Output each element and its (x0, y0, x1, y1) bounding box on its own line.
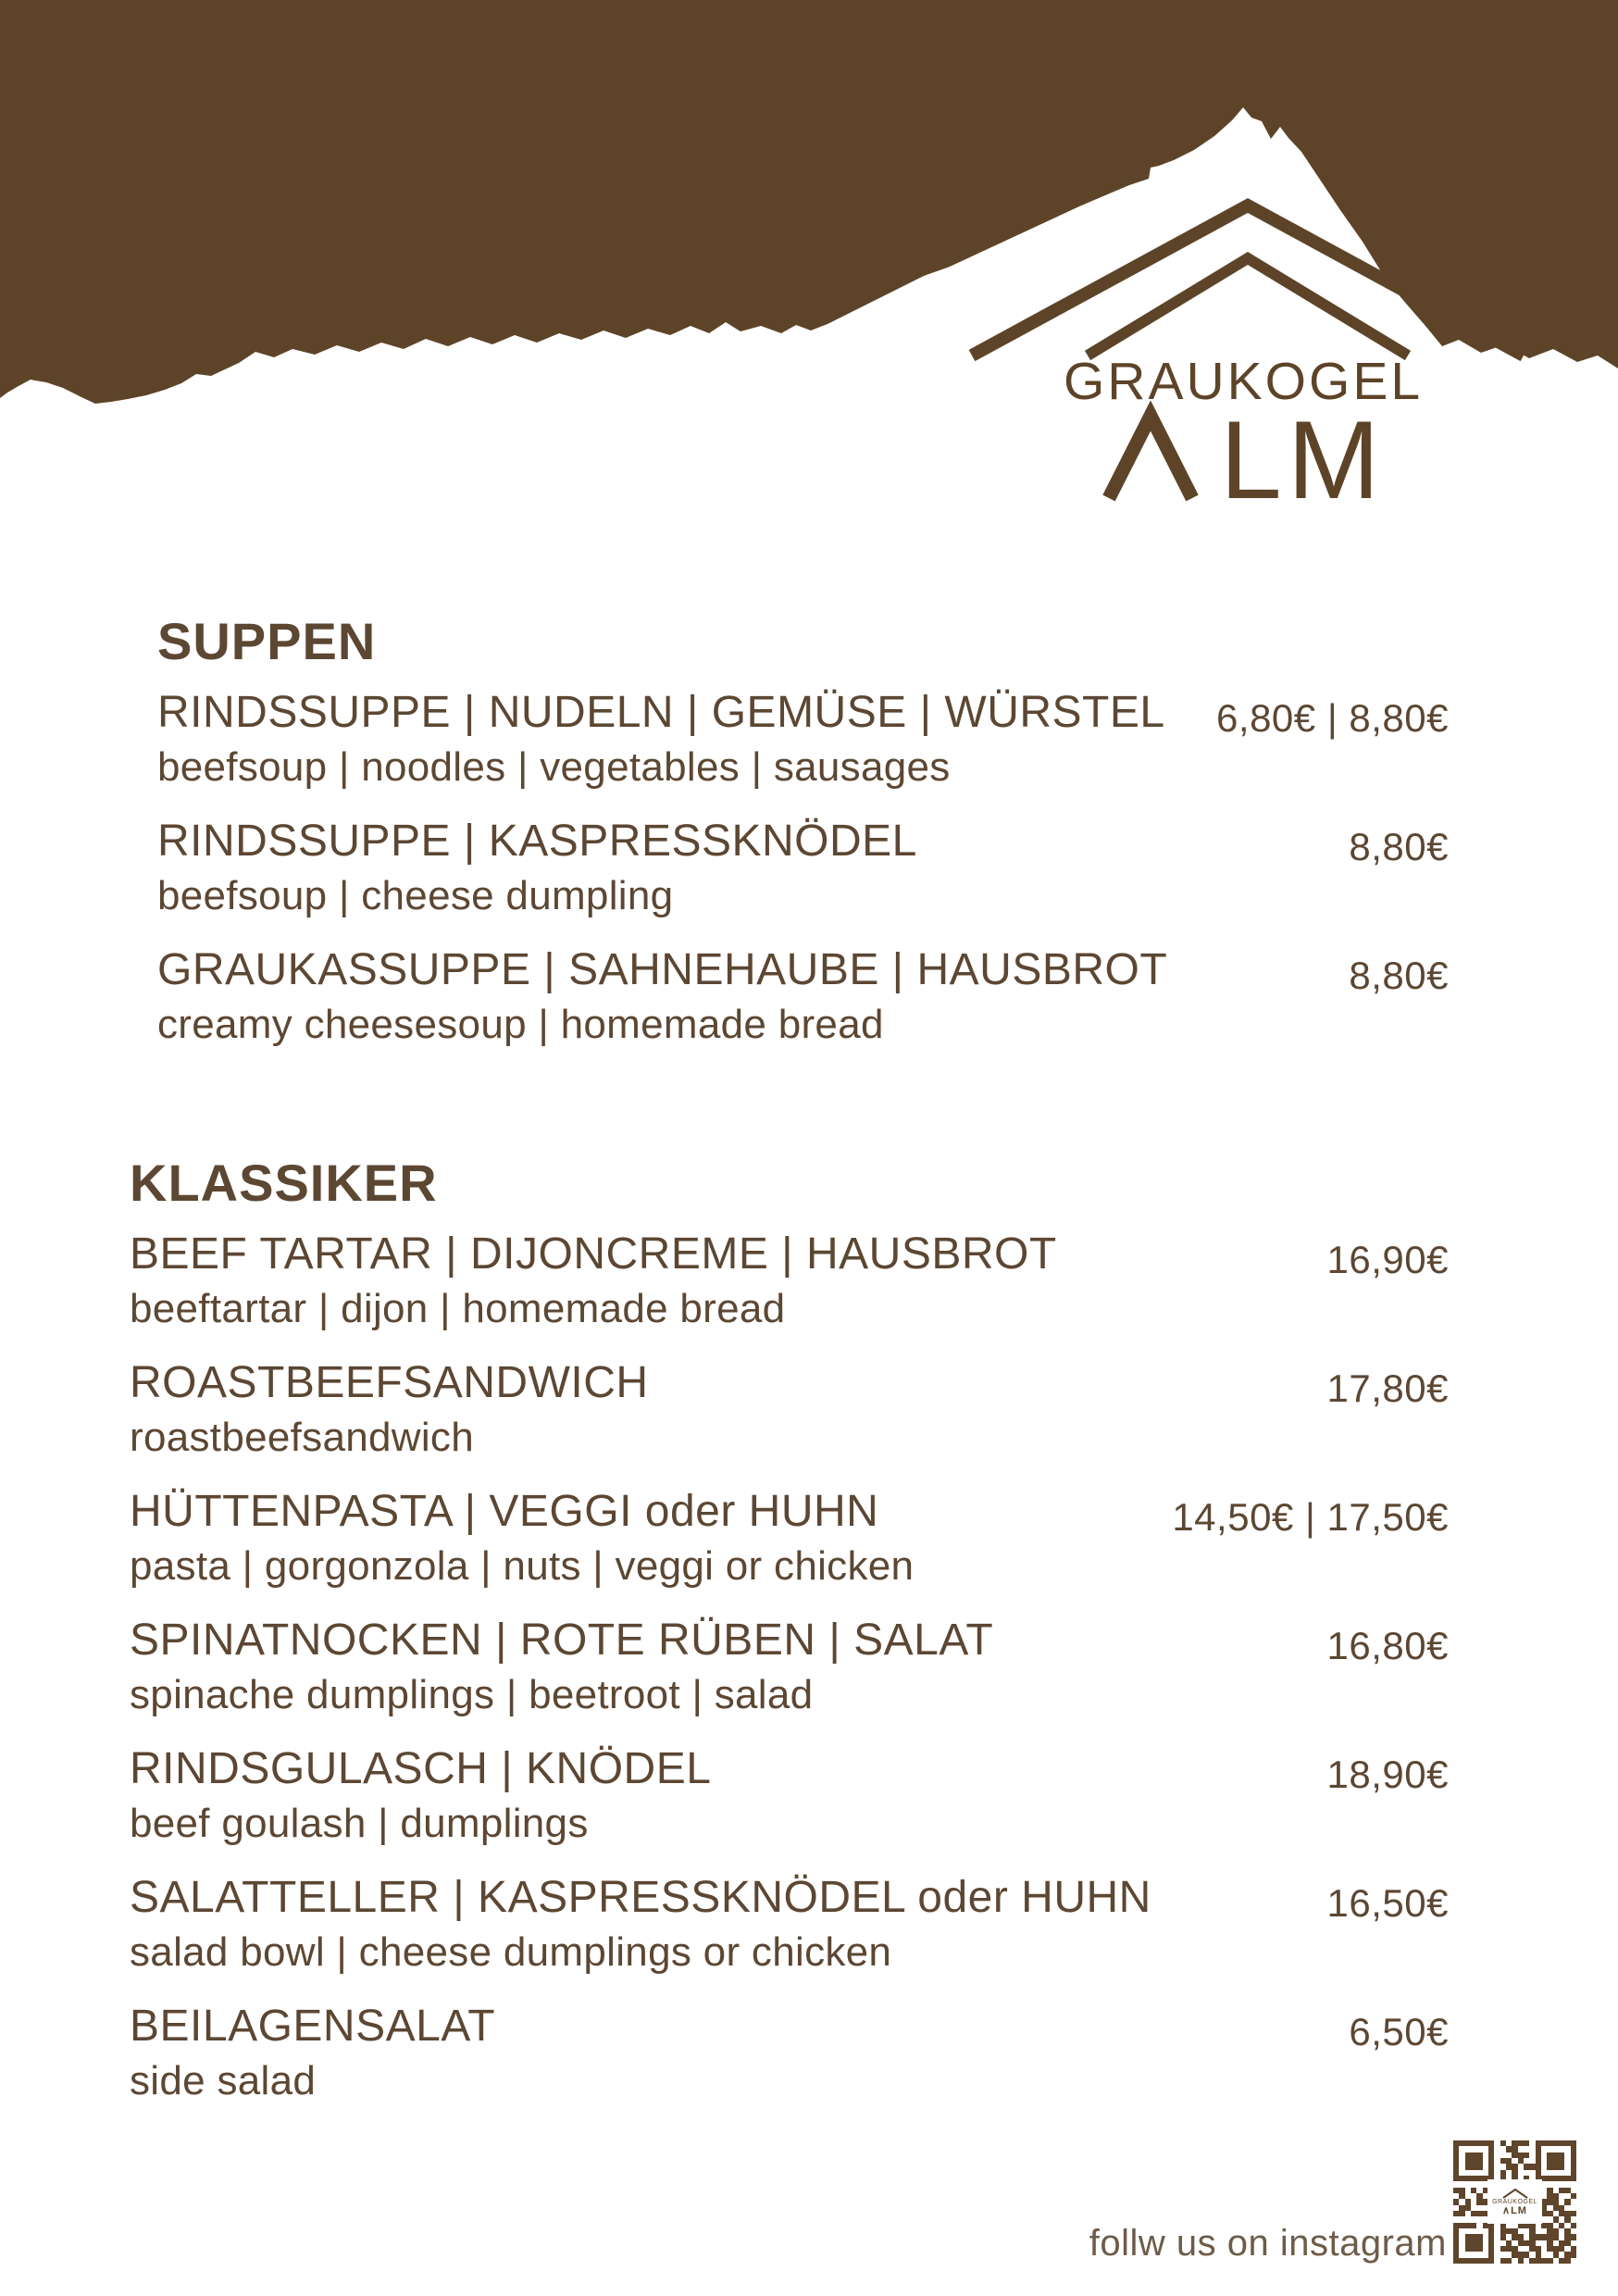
klassiker-items (130, 1227, 1449, 2108)
menu-item (130, 1484, 1449, 1593)
menu-item-description: beefsoup | cheese dumpling (157, 873, 674, 918)
menu-item-price: 14,50€ | 17,50€ (1172, 1495, 1449, 1539)
qr-center-logo (1487, 2179, 1542, 2224)
menu-item-price: 16,80€ (1326, 1624, 1449, 1667)
menu-item-price: 18,90€ (1326, 1753, 1449, 1796)
menu-item-description: beefsoup | noodles | vegetables | sausages (157, 744, 951, 790)
qr-mini-chevron-icon (1501, 2188, 1529, 2199)
menu-item (157, 814, 1449, 923)
suppen-items (157, 685, 1449, 1052)
menu-item-description: roastbeefsandwich (130, 1415, 474, 1460)
section-heading-suppen: SUPPEN (157, 612, 377, 670)
section-suppen (157, 609, 1449, 1071)
menu-item (157, 685, 1449, 794)
menu-item-title: HÜTTENPASTA | VEGGI oder HUHN (130, 1487, 879, 1536)
header-mountain-banner (0, 0, 1618, 518)
section-heading-klassiker: KLASSIKER (130, 1154, 438, 1212)
logo-wordmark-graukogel: GRAUKOGEL (1063, 352, 1424, 411)
qr-module (1571, 2258, 1576, 2264)
menu-item (130, 1227, 1449, 1336)
menu-item-description: beef goulash | dumplings (130, 1801, 589, 1846)
menu-item-title: BEILAGENSALAT (130, 2002, 496, 2051)
mountain-silhouette (0, 0, 1618, 404)
instagram-qr-code (1453, 2140, 1576, 2264)
qr-mini-wordmark: GRAUKOGEL (1492, 2198, 1537, 2205)
menu-item-description: spinache dumplings | beetroot | salad (130, 1672, 814, 1717)
menu-item (130, 1870, 1449, 1979)
menu-item-title: SPINATNOCKEN | ROTE RÜBEN | SALAT (130, 1616, 994, 1665)
logo-alm-caret-icon (1109, 416, 1192, 498)
menu-item-price: 16,50€ (1326, 1881, 1449, 1925)
menu-item-description: pasta | gorgonzola | nuts | veggi or chicken (130, 1543, 915, 1589)
logo-wordmark-alm: LM (1220, 398, 1386, 518)
menu-item-price: 6,80€ | 8,80€ (1216, 696, 1449, 740)
menu-item-price: 8,80€ (1349, 954, 1449, 997)
menu-item (130, 1613, 1449, 1722)
menu-item-title: RINDSSUPPE | KASPRESSKNÖDEL (157, 817, 917, 866)
menu-item-price: 8,80€ (1349, 825, 1449, 868)
menu-item-title: GRAUKASSUPPE | SAHNEHAUBE | HAUSBROT (157, 945, 1168, 994)
menu-item (157, 942, 1449, 1052)
menu-item-description: creamy cheesesoup | homemade bread (157, 1002, 884, 1047)
menu-item-description: beeftartar | dijon | homemade bread (130, 1286, 786, 1331)
menu-item-description: side salad (130, 2058, 317, 2103)
menu-item (130, 1999, 1449, 2108)
menu-item-title: ROASTBEEFSANDWICH (130, 1358, 649, 1407)
menu-item-price: 16,90€ (1326, 1238, 1449, 1281)
menu-item-title: RINDSSUPPE | NUDELN | GEMÜSE | WÜRSTEL (157, 688, 1165, 737)
menu-item (130, 1741, 1449, 1851)
menu-item-price: 6,50€ (1349, 2010, 1449, 2053)
menu-item (130, 1355, 1449, 1465)
qr-mini-alm: ∧LM (1502, 2204, 1527, 2216)
menu-item-title: BEEF TARTAR | DIJONCREME | HAUSBROT (130, 1229, 1057, 1279)
menu-item-title: SALATTELLER | KASPRESSKNÖDEL oder HUHN (130, 1873, 1151, 1922)
menu-item-description: salad bowl | cheese dumplings or chicken (130, 1929, 892, 1975)
section-klassiker (130, 1151, 1449, 2128)
instagram-follow-text: follw us on instagram (1089, 2223, 1447, 2264)
menu-item-price: 17,80€ (1326, 1366, 1449, 1410)
menu-item-title: RINDSGULASCH | KNÖDEL (130, 1744, 712, 1793)
